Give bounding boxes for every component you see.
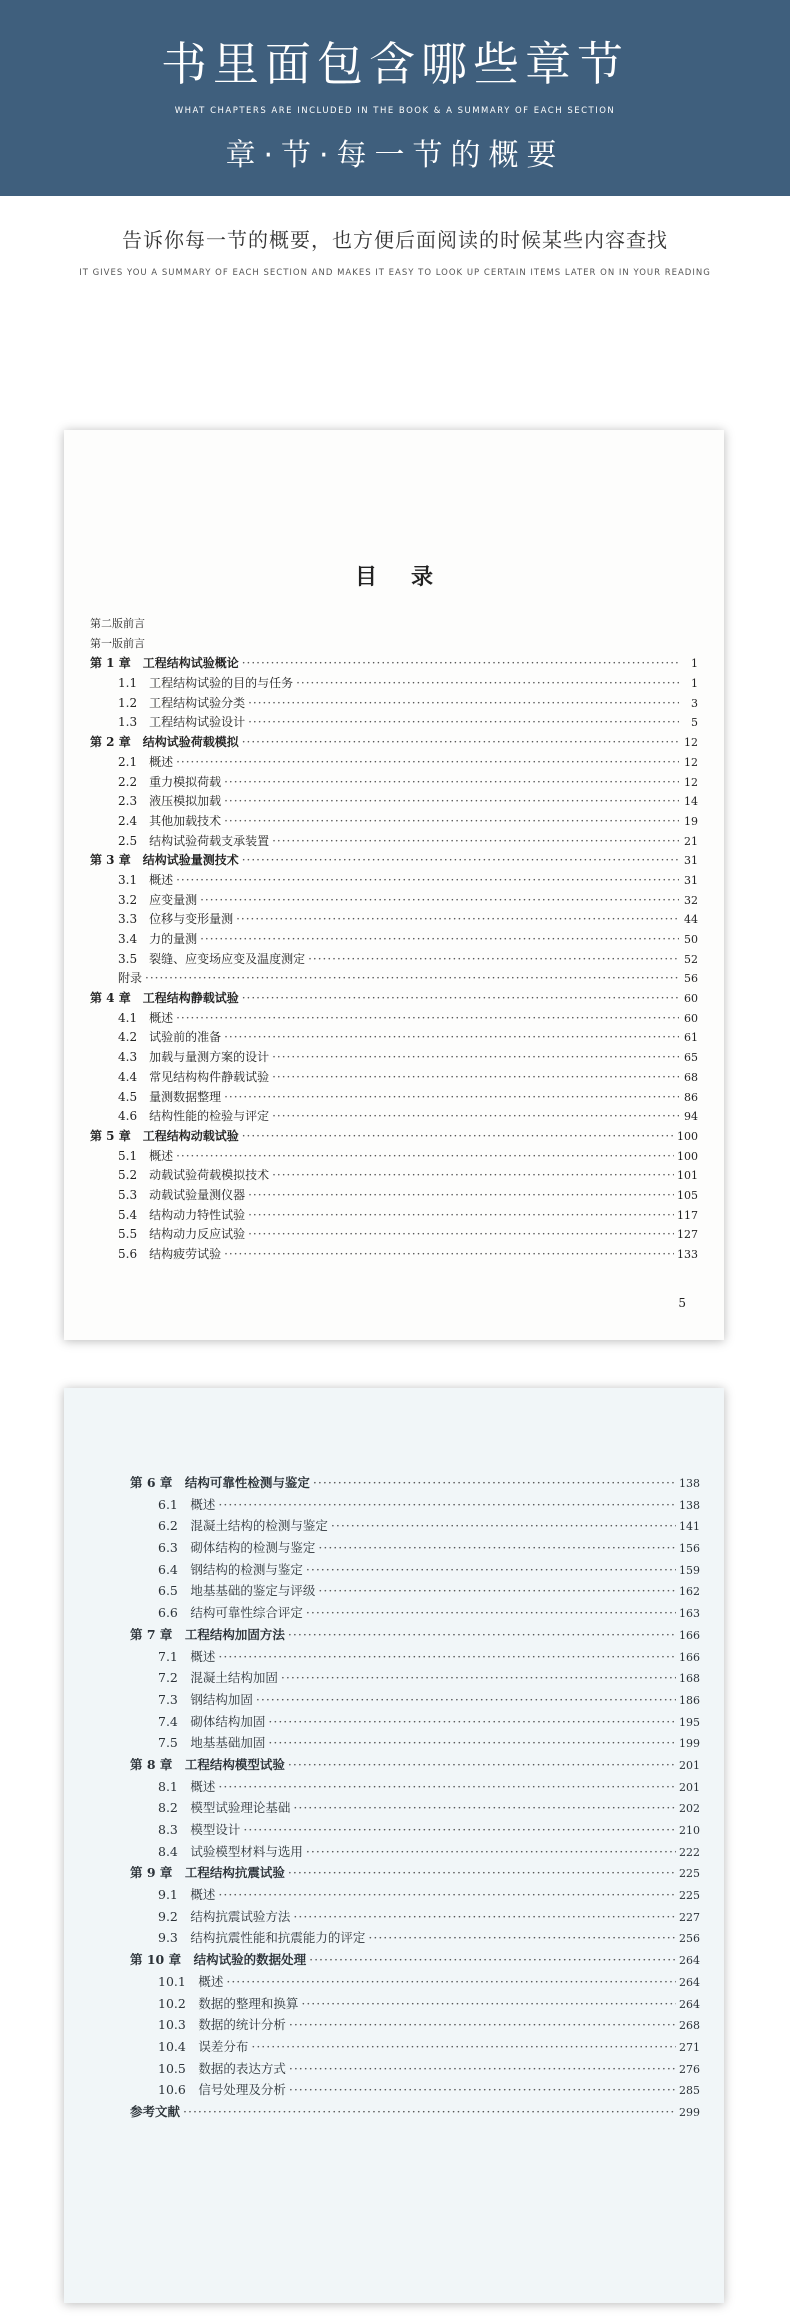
toc-leader-dots — [293, 1909, 676, 1924]
toc-entry-label: 6.3 砌体结构的检测与鉴定 — [158, 1540, 316, 1556]
toc-front-row — [90, 635, 698, 655]
toc-leader-dots — [251, 2039, 676, 2054]
toc-chapter-row — [90, 1127, 698, 1147]
toc-leader-dots — [318, 1540, 676, 1555]
toc-entry-page: 12 — [684, 736, 698, 750]
toc-section-row — [130, 1690, 700, 1712]
toc-title: 目录 — [354, 564, 467, 590]
toc-leader-dots — [296, 676, 679, 690]
toc-entry-label: 1.3 工程结构试验设计 — [118, 715, 246, 730]
toc-leader-dots — [289, 2082, 676, 2097]
toc-entry-page: 12 — [684, 755, 698, 769]
toc-entry-page: 94 — [684, 1110, 698, 1124]
toc-entry-page: 201 — [679, 1780, 700, 1794]
toc-section-row — [130, 1972, 700, 1994]
toc-entry-page: 5 — [691, 716, 698, 730]
toc-entry-page: 1 — [691, 677, 698, 691]
toc-entry-page: 133 — [677, 1248, 698, 1261]
toc-leader-dots — [272, 834, 679, 848]
toc-entry-label: 第二版前言 — [90, 617, 145, 630]
toc-front-row — [90, 615, 698, 635]
toc-entry-label: 1.1 工程结构试验的目的与任务 — [118, 676, 294, 691]
toc-entry-page: 256 — [679, 1932, 700, 1946]
toc-section-row — [130, 1777, 700, 1799]
toc-leader-dots — [218, 1649, 676, 1664]
toc-chapter-row — [130, 2102, 700, 2124]
toc-leader-dots — [218, 1887, 676, 1902]
toc-entry-label: 第 2 章 结构试验荷载模拟 — [90, 735, 239, 750]
toc-leader-dots — [313, 1475, 676, 1490]
toc-section-row — [90, 713, 698, 733]
toc-entry-label: 第 6 章 结构可靠性检测与鉴定 — [130, 1475, 310, 1490]
toc-entry-page: 271 — [679, 2040, 700, 2054]
toc-entry-page: 1 — [691, 657, 698, 671]
toc-leader-dots — [301, 1996, 676, 2011]
toc-chapter-row — [90, 654, 698, 674]
toc-leader-dots — [272, 1070, 679, 1084]
toc-entry-label: 6.6 结构可靠性综合评定 — [158, 1605, 303, 1621]
toc-entry-label: 5.2 动载试验荷载模拟技术 — [118, 1168, 270, 1183]
toc-chapter-row — [90, 989, 698, 1009]
toc-section-row — [90, 950, 698, 970]
intro-text-en: IT GIVES YOU A SUMMARY OF EACH SECTION AND MAKES IT EASY TO LOOK UP CERTAIN ITEMS LATER ON IN YOUR READING — [79, 268, 711, 278]
toc-list-1 — [90, 615, 698, 1265]
toc-leader-dots — [176, 873, 679, 887]
toc-section-row — [130, 1495, 700, 1517]
toc-entry-label: 5.3 动载试验量测仪器 — [118, 1187, 246, 1202]
toc-entry-label: 2.5 结构试验荷载支承装置 — [118, 833, 270, 848]
toc-section-row — [90, 1068, 698, 1088]
toc-leader-dots — [288, 1627, 676, 1642]
toc-entry-label: 6.1 概述 — [158, 1496, 216, 1512]
toc-section-row — [90, 891, 698, 911]
toc-leader-dots — [224, 1030, 679, 1044]
toc-entry-label: 第 4 章 工程结构静载试验 — [90, 991, 239, 1006]
toc-entry-label: 9.3 结构抗震性能和抗震能力的评定 — [158, 1930, 366, 1946]
toc-entry-label: 8.1 概述 — [158, 1778, 216, 1794]
toc-leader-dots — [224, 1247, 674, 1261]
toc-leader-dots — [200, 932, 679, 946]
toc-entry-page: 285 — [679, 2084, 700, 2098]
toc-section-row — [90, 1147, 698, 1167]
toc-entry-label: 7.4 砌体结构加固 — [158, 1713, 266, 1729]
toc-entry-page: 138 — [679, 1477, 700, 1490]
toc-section-row — [130, 1560, 700, 1582]
toc-entry-label: 6.4 钢结构的检测与鉴定 — [158, 1561, 303, 1577]
toc-entry-page: 61 — [684, 1031, 698, 1045]
toc-entry-label: 第 5 章 工程结构动载试验 — [90, 1128, 239, 1143]
toc-chapter-row — [90, 733, 698, 753]
toc-leader-dots — [318, 1583, 676, 1598]
toc-section-row — [90, 871, 698, 891]
toc-section-row — [130, 1820, 700, 1842]
toc-section-row — [90, 792, 698, 812]
toc-section-row — [90, 1009, 698, 1029]
toc-entry-page: 12 — [684, 775, 698, 789]
toc-leader-dots — [248, 696, 679, 710]
toc-entry-page: 264 — [679, 1997, 700, 2011]
toc-entry-label: 8.4 试验模型材料与选用 — [158, 1843, 303, 1859]
toc-entry-label: 4.1 概述 — [118, 1010, 174, 1025]
toc-page-2 — [64, 1388, 724, 2303]
toc-entry-page: 199 — [679, 1737, 700, 1751]
toc-section-row — [130, 1603, 700, 1625]
toc-section-row — [90, 930, 698, 950]
toc-leader-dots — [289, 2017, 676, 2032]
toc-entry-label: 2.2 重力模拟荷载 — [118, 774, 222, 789]
toc-section-row — [130, 1668, 700, 1690]
toc-entry-page: 222 — [679, 1845, 700, 1859]
toc-section-row — [130, 2059, 700, 2081]
toc-entry-page: 19 — [684, 814, 698, 828]
toc-chapter-row — [130, 1950, 700, 1972]
toc-leader-dots — [368, 1930, 676, 1945]
toc-leader-dots — [248, 1188, 674, 1202]
toc-section-row — [90, 753, 698, 773]
toc-entry-label: 8.2 模型试验理论基础 — [158, 1800, 291, 1816]
toc-leader-dots — [309, 1952, 676, 1967]
toc-entry-page: 264 — [679, 1975, 700, 1989]
toc-section-row — [90, 773, 698, 793]
toc-leader-dots — [243, 1822, 676, 1837]
toc-entry-label: 参考文献 — [130, 2103, 181, 2119]
toc-leader-dots — [288, 1757, 676, 1772]
toc-entry-label: 7.5 地基基础加固 — [158, 1735, 266, 1751]
toc-section-row — [130, 1581, 700, 1603]
toc-section-row — [90, 1107, 698, 1127]
toc-entry-page: 156 — [679, 1542, 700, 1556]
toc-entry-page: 117 — [677, 1208, 698, 1222]
toc-leader-dots — [272, 1109, 679, 1123]
toc-leader-dots — [272, 1168, 674, 1182]
toc-entry-label: 附录 — [118, 971, 143, 986]
toc-leader-dots — [256, 1692, 676, 1707]
toc-leader-dots — [288, 1865, 676, 1880]
toc-entry-page: 3 — [691, 696, 698, 710]
banner-subtitle-zh: 章·节·每一节的概要 — [225, 138, 565, 173]
toc-leader-dots — [293, 1800, 676, 1815]
toc-entry-page: 101 — [677, 1169, 698, 1183]
toc-entry-label: 9.1 概述 — [158, 1887, 216, 1903]
toc-entry-page: 21 — [684, 834, 698, 848]
toc-leader-dots — [145, 971, 679, 985]
toc-leader-dots — [176, 1011, 679, 1025]
intro-text-zh: 告诉你每一节的概要，也方便后面阅读的时候某些内容查找 — [122, 228, 668, 252]
toc-entry-page: 225 — [679, 1889, 700, 1903]
header-banner — [0, 0, 790, 196]
toc-chapter-row — [130, 1625, 700, 1647]
toc-section-row — [130, 1647, 700, 1669]
toc-section-row — [130, 1907, 700, 1929]
toc-entry-label: 7.1 概述 — [158, 1648, 216, 1664]
toc-section-row — [90, 1048, 698, 1068]
toc-leader-dots — [218, 1497, 676, 1512]
toc-chapter-row — [130, 1863, 700, 1885]
toc-leader-dots — [306, 1844, 676, 1859]
toc-section-row — [90, 910, 698, 930]
toc-leader-dots — [226, 1974, 676, 1989]
toc-entry-label: 10.6 信号处理及分析 — [158, 2082, 286, 2098]
toc-entry-label: 2.1 概述 — [118, 754, 174, 769]
toc-leader-dots — [224, 775, 679, 789]
toc-leader-dots — [224, 1090, 679, 1104]
toc-leader-dots — [176, 1149, 674, 1163]
toc-entry-page: 52 — [684, 952, 698, 966]
banner-title: 书里面包含哪些章节 — [161, 37, 629, 91]
toc-entry-label: 10.3 数据的统计分析 — [158, 2017, 286, 2033]
toc-entry-label: 7.2 混凝土结构加固 — [158, 1670, 278, 1686]
toc-leader-dots — [242, 1129, 674, 1143]
toc-leader-dots — [248, 715, 679, 729]
toc-entry-label: 第一版前言 — [90, 636, 145, 650]
toc-entry-page: 168 — [679, 1672, 700, 1686]
toc-entry-page: 60 — [684, 992, 698, 1006]
toc-entry-page: 166 — [679, 1650, 700, 1664]
toc-entry-page: 210 — [679, 1824, 700, 1837]
toc-section-row — [90, 1186, 698, 1206]
toc-section-row — [130, 1928, 700, 1950]
toc-chapter-row — [90, 851, 698, 871]
toc-section-row — [90, 1225, 698, 1245]
toc-leader-dots — [183, 2104, 676, 2119]
toc-entry-label: 第 7 章 工程结构加固方法 — [130, 1626, 285, 1642]
toc-entry-label: 第 3 章 结构试验量测技术 — [90, 853, 239, 868]
toc-entry-page: 201 — [679, 1758, 700, 1772]
toc-section-row — [90, 812, 698, 832]
toc-leader-dots — [281, 1670, 676, 1685]
toc-entry-page: 159 — [679, 1563, 700, 1577]
toc-entry-page: 14 — [684, 795, 698, 809]
banner-subtitle-en: WHAT CHAPTERS ARE INCLUDED IN THE BOOK & A SUMMARY OF EACH SECTION — [174, 106, 616, 116]
toc-leader-dots — [268, 1735, 676, 1750]
toc-entry-label: 4.2 试验前的准备 — [118, 1030, 222, 1045]
toc-leader-dots — [242, 735, 679, 749]
toc-leader-dots — [272, 1050, 679, 1064]
toc-entry-label: 第 1 章 工程结构试验概论 — [90, 656, 239, 671]
toc-entry-page: 299 — [679, 2105, 700, 2119]
toc-leader-dots — [306, 1562, 676, 1577]
toc-entry-label: 5.4 结构动力特性试验 — [118, 1207, 246, 1222]
toc-entry-page: 141 — [679, 1520, 700, 1534]
toc-leader-dots — [224, 814, 679, 828]
toc-leader-dots — [242, 853, 679, 867]
toc-entry-label: 4.6 结构性能的检验与评定 — [118, 1109, 270, 1124]
toc-leader-dots — [242, 656, 679, 670]
toc-entry-page: 86 — [684, 1090, 698, 1104]
toc-leader-dots — [236, 912, 679, 926]
toc-entry-label: 4.3 加载与量测方案的设计 — [118, 1050, 270, 1065]
toc-section-row — [90, 1088, 698, 1108]
toc-entry-page: 32 — [684, 893, 698, 907]
toc-entry-page: 225 — [679, 1867, 700, 1881]
toc-entry-label: 9.2 结构抗震试验方法 — [158, 1908, 291, 1924]
toc-leader-dots — [248, 1227, 674, 1241]
toc-entry-page: 31 — [684, 854, 698, 868]
toc-page-1 — [64, 430, 724, 1340]
toc-entry-label: 3.2 应变量测 — [118, 892, 198, 907]
toc-entry-label: 3.5 裂缝、应变场应变及温度测定 — [118, 951, 306, 966]
toc-entry-label: 10.5 数据的表达方式 — [158, 2060, 286, 2076]
toc-section-row — [130, 1538, 700, 1560]
toc-entry-page: 202 — [679, 1802, 700, 1816]
toc-leader-dots — [289, 2061, 676, 2076]
toc-entry-label: 5.6 结构疲劳试验 — [118, 1247, 222, 1261]
toc-entry-page: 100 — [677, 1129, 698, 1143]
toc-entry-page: 60 — [684, 1011, 698, 1025]
toc-section-row — [130, 2037, 700, 2059]
toc-entry-page: 56 — [684, 972, 698, 986]
toc-section-row — [130, 1798, 700, 1820]
toc-chapter-row — [130, 1755, 700, 1777]
toc-entry-label: 3.4 力的量测 — [118, 932, 198, 946]
toc-entry-page: 50 — [684, 933, 698, 946]
toc-entry-page: 195 — [679, 1715, 700, 1729]
toc-entry-label: 2.4 其他加载技术 — [118, 813, 222, 828]
toc-entry-label: 3.3 位移与变形量测 — [118, 912, 234, 927]
toc-entry-label: 5.1 概述 — [118, 1148, 174, 1163]
toc-section-row — [130, 1885, 700, 1907]
toc-entry-page: 227 — [679, 1910, 700, 1924]
toc-entry-label: 第 8 章 工程结构模型试验 — [130, 1756, 285, 1772]
page-number: 5 — [678, 1296, 686, 1310]
toc-section-row — [130, 1994, 700, 2016]
toc-entry-label: 10.2 数据的整理和换算 — [158, 1995, 299, 2011]
toc-leader-dots — [218, 1779, 676, 1794]
toc-entry-label: 3.1 概述 — [118, 872, 174, 887]
toc-entry-page: 264 — [679, 1954, 700, 1968]
toc-entry-label: 4.5 量测数据整理 — [118, 1089, 222, 1104]
toc-entry-page: 186 — [679, 1693, 700, 1707]
toc-entry-page: 127 — [677, 1228, 698, 1242]
toc-entry-label: 4.4 常见结构构件静载试验 — [118, 1069, 270, 1084]
toc-entry-page: 68 — [684, 1070, 698, 1084]
toc-section-row — [90, 832, 698, 852]
toc-leader-dots — [248, 1208, 674, 1222]
toc-entry-page: 65 — [684, 1051, 698, 1065]
toc-section-row — [90, 1166, 698, 1186]
toc-entry-page: 163 — [679, 1607, 700, 1621]
toc-entry-page: 268 — [679, 2019, 700, 2033]
toc-entry-label: 8.3 模型设计 — [158, 1822, 241, 1837]
toc-section-row — [90, 1028, 698, 1048]
toc-entry-page: 105 — [677, 1188, 698, 1202]
toc-entry-label: 第 10 章 结构试验的数据处理 — [130, 1952, 307, 1968]
toc-section-row — [130, 1733, 700, 1755]
toc-leader-dots — [306, 1605, 676, 1620]
toc-entry-label: 5.5 结构动力反应试验 — [118, 1227, 246, 1242]
toc-leader-dots — [308, 952, 679, 966]
toc-leader-dots — [176, 755, 679, 769]
toc-leader-dots — [224, 794, 679, 808]
toc-section-row — [90, 674, 698, 694]
toc-section-row — [130, 1842, 700, 1864]
toc-entry-page: 138 — [679, 1498, 700, 1512]
toc-entry-label: 6.5 地基基础的鉴定与评级 — [158, 1583, 316, 1599]
toc-section-row — [130, 1712, 700, 1734]
toc-entry-page: 31 — [684, 873, 698, 887]
toc-section-row — [90, 1206, 698, 1226]
toc-leader-dots — [268, 1714, 676, 1729]
toc-leader-dots — [200, 893, 679, 907]
toc-section-row — [90, 694, 698, 714]
toc-entry-label: 10.1 概述 — [158, 1973, 224, 1989]
toc-entry-page: 166 — [679, 1628, 700, 1642]
toc-entry-label: 10.4 误差分布 — [158, 2038, 249, 2054]
toc-entry-label: 6.2 混凝土结构的检测与鉴定 — [158, 1518, 328, 1534]
toc-entry-label: 2.3 液压模拟加载 — [118, 794, 222, 809]
toc-section-row — [130, 2015, 700, 2037]
toc-leader-dots — [331, 1518, 676, 1533]
toc-section-row — [130, 2080, 700, 2102]
toc-entry-label: 1.2 工程结构试验分类 — [118, 695, 246, 710]
toc-chapter-row — [130, 1473, 700, 1495]
toc-entry-page: 276 — [679, 2062, 700, 2076]
toc-entry-page: 162 — [679, 1585, 700, 1599]
toc-section-row — [130, 1516, 700, 1538]
toc-list-2 — [130, 1473, 700, 2124]
toc-entry-page: 100 — [677, 1149, 698, 1163]
toc-leader-dots — [242, 991, 679, 1005]
toc-entry-page: 44 — [684, 913, 698, 927]
toc-section-row — [90, 1245, 698, 1265]
toc-entry-label: 7.3 钢结构加固 — [158, 1691, 253, 1707]
toc-entry-label: 第 9 章 工程结构抗震试验 — [130, 1865, 285, 1881]
toc-section-row — [90, 969, 698, 989]
